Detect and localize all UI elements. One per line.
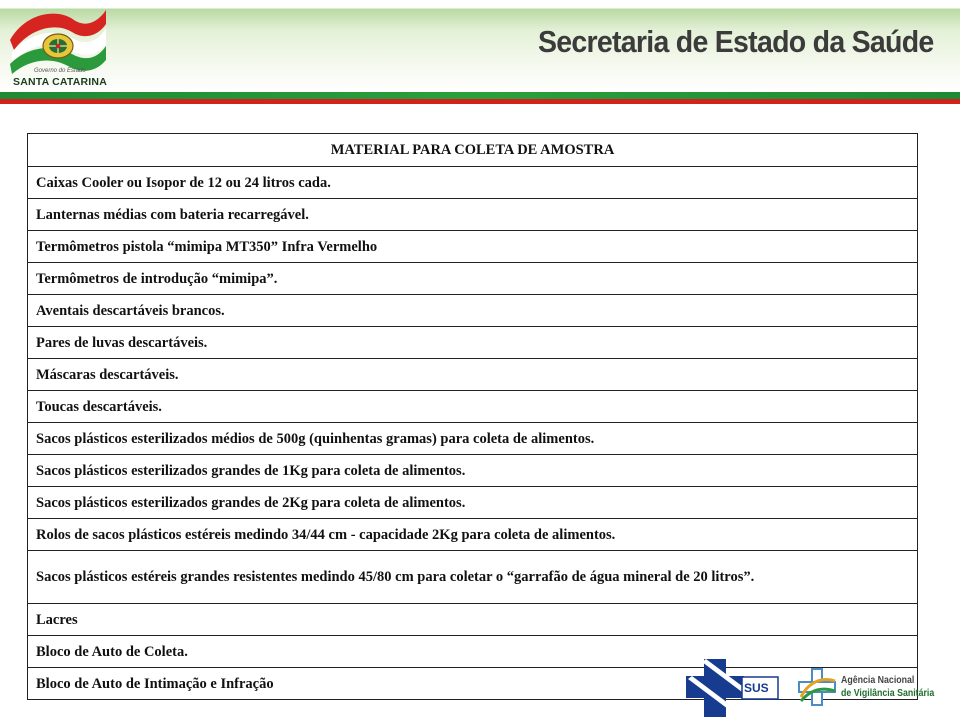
table-cell: Termômetros pistola “mimipa MT350” Infra Vermelho <box>28 231 918 263</box>
table-cell: Lanternas médias com bateria recarregável. <box>28 199 918 231</box>
table-cell: Bloco de Auto de Coleta. <box>28 636 918 668</box>
table-row <box>28 519 918 551</box>
page-header <box>0 0 960 104</box>
table-header-row <box>28 134 918 167</box>
table-cell: Rolos de sacos plásticos estéreis medindo 34/44 cm - capacidade 2Kg para coleta de alimentos. <box>28 519 918 551</box>
material-table <box>27 133 918 700</box>
table-cell: Sacos plásticos esterilizados grandes de 2Kg para coleta de alimentos. <box>28 487 918 519</box>
table-row <box>28 636 918 668</box>
logo-text: SANTA CATARINA <box>13 76 107 88</box>
table-cell: Sacos plásticos estéreis grandes resistentes medindo 45/80 cm para coletar o “garrafão de água mineral de 20 litros”. <box>28 551 918 604</box>
table-row <box>28 423 918 455</box>
table-row <box>28 199 918 231</box>
table-cell: Termômetros de introdução “mimipa”. <box>28 263 918 295</box>
table-row <box>28 359 918 391</box>
table-cell: Caixas Cooler ou Isopor de 12 ou 24 litros cada. <box>28 167 918 199</box>
anvisa-logo-icon <box>797 667 837 707</box>
logo-subtitle: Governo do Estado <box>34 68 86 74</box>
table-row <box>28 551 918 604</box>
table-cell: Máscaras descartáveis. <box>28 359 918 391</box>
table-cell: Pares de luvas descartáveis. <box>28 327 918 359</box>
table-cell: Sacos plásticos esterilizados grandes de 1Kg para coleta de alimentos. <box>28 455 918 487</box>
anvisa-label-line2: de Vigilância Sanitária <box>841 688 935 699</box>
table-row <box>28 604 918 636</box>
table-cell: Aventais descartáveis brancos. <box>28 295 918 327</box>
table-cell: Lacres <box>28 604 918 636</box>
header-red-bar <box>0 99 960 104</box>
table-row <box>28 167 918 199</box>
table-cell: Bloco de Auto de Intimação e Infração <box>28 668 918 700</box>
table-cell: Toucas descartáveis. <box>28 391 918 423</box>
table-row <box>28 231 918 263</box>
header-green-bar <box>0 92 960 99</box>
table-cell: Sacos plásticos esterilizados médios de 500g (quinhentas gramas) para coleta de alimentos. <box>28 423 918 455</box>
table-row <box>28 295 918 327</box>
table-header: MATERIAL PARA COLETA DE AMOSTRA <box>28 134 918 167</box>
table-row <box>28 455 918 487</box>
table-row <box>28 263 918 295</box>
table-row <box>28 327 918 359</box>
table-row <box>28 391 918 423</box>
anvisa-label-line1: Agência Nacional <box>841 675 915 686</box>
page-title: Secretaria de Estado da Saúde <box>538 24 934 59</box>
table-row <box>28 487 918 519</box>
sus-label: SUS <box>744 681 769 695</box>
table-row <box>28 668 918 700</box>
